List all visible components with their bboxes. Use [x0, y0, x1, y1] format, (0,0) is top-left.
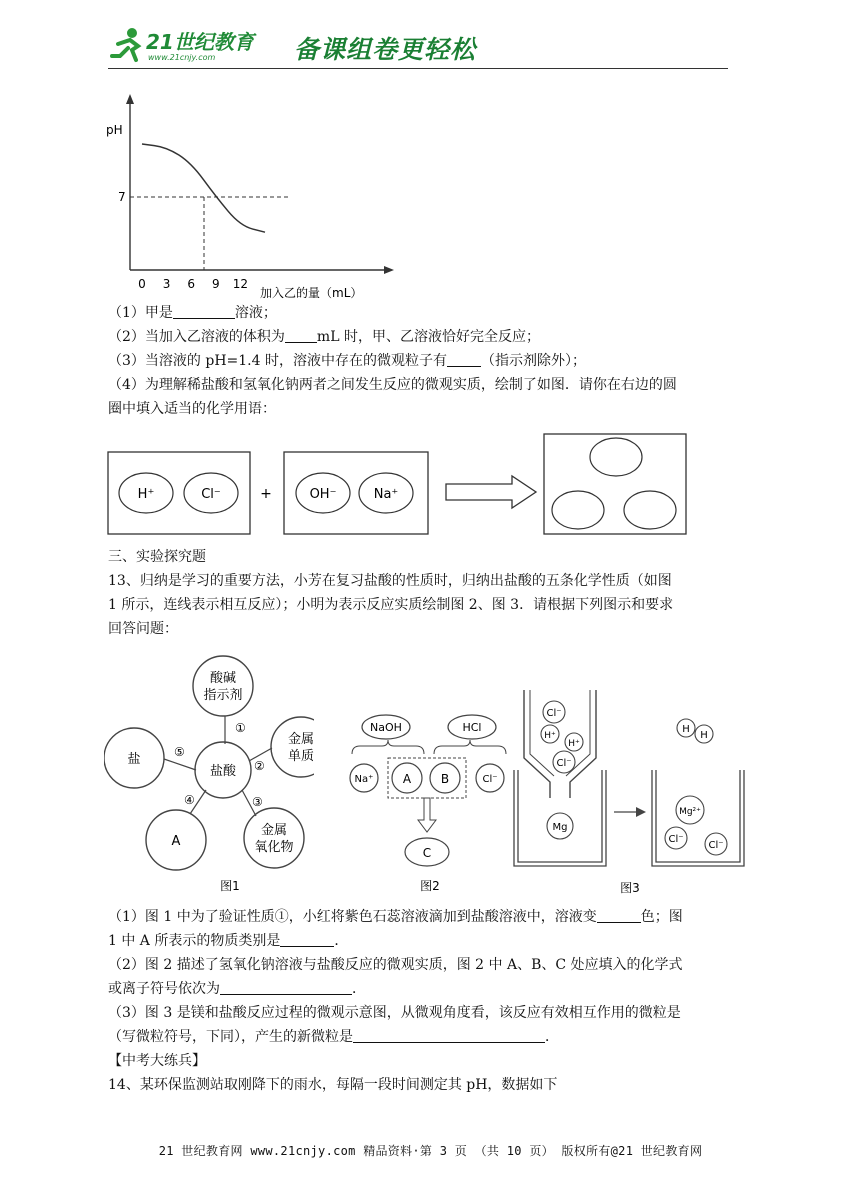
- c-label: C: [422, 846, 432, 860]
- q13-part2-line1: （2）图 2 描述了氢氧化钠溶液与盐酸反应的微观实质，图 2 中 A、B、C 处应填入的化学式: [108, 957, 683, 973]
- node-indicator-label: 指示剂: [203, 688, 243, 703]
- figure-3: [510, 690, 750, 896]
- naoh-bracket: [352, 740, 424, 754]
- cl-ion-label: Cl⁻: [546, 708, 562, 719]
- ph-chart: [100, 92, 400, 304]
- q13-part3-line2: （写微粒符号，下同），产生的新微粒是 ．: [108, 1029, 559, 1045]
- reaction-arrow-icon: [446, 476, 536, 508]
- answer-blank[interactable]: [173, 304, 235, 319]
- property-number: ③: [252, 795, 263, 809]
- oh-ion-label: OH⁻: [309, 487, 337, 502]
- x-label: 加入乙的量（mL）: [260, 286, 363, 300]
- product-box: [544, 434, 686, 534]
- hcl-label: HCl: [462, 721, 482, 734]
- product-circle-left[interactable]: [552, 491, 604, 529]
- beaker-left: [514, 770, 606, 866]
- property-number: ①: [235, 721, 246, 735]
- practice-title: 【中考大练兵】: [108, 1053, 206, 1069]
- base-box: [284, 452, 428, 534]
- cl-ion-label: Cl⁻: [201, 487, 221, 502]
- property-number: ④: [184, 793, 195, 807]
- product-circle-right[interactable]: [624, 491, 676, 529]
- figure-3-caption: 图3: [620, 881, 640, 895]
- dropper-tube: [524, 690, 596, 798]
- b-label: B: [440, 772, 450, 786]
- cl-ion-label: Cl⁻: [668, 834, 684, 845]
- q12-part1: （1）甲是 溶液；: [108, 305, 277, 321]
- x-tick-label: 3: [162, 277, 171, 291]
- q12-part4-line2: 圈中填入适当的化学用语：: [108, 401, 276, 417]
- figure-2-caption: 图2: [420, 879, 440, 893]
- h-ion-label: H⁺: [544, 731, 556, 741]
- cl-ion-label: Cl⁻: [482, 774, 498, 785]
- node-metal-label: 金属: [287, 732, 314, 747]
- header-divider: [108, 68, 728, 69]
- q13-line1: 13、归纳是学习的重要方法，小芳在复习盐酸的性质时，归纳出盐酸的五条化学性质（如图: [108, 573, 672, 589]
- h-atom-label: H: [682, 724, 690, 735]
- y-label: pH: [106, 123, 123, 137]
- q12-part2: （2）当加入乙溶液的体积为 mL 时，甲、乙溶液恰好完全反应；: [108, 329, 540, 345]
- mg-label: Mg: [552, 822, 568, 833]
- na-ion-label: Na⁺: [373, 487, 399, 502]
- y-tick-7: 7: [118, 190, 126, 204]
- answer-blank[interactable]: [353, 1028, 545, 1043]
- property-number: ⑤: [174, 745, 185, 759]
- header: [108, 22, 728, 72]
- q13-line3: 回答问题：: [108, 621, 178, 637]
- reaction-dashed-box: [388, 758, 466, 798]
- answer-blank[interactable]: [447, 352, 481, 367]
- answer-blank[interactable]: [285, 328, 317, 343]
- figure-1: [104, 648, 314, 896]
- plus-sign: +: [260, 486, 272, 502]
- slogan: 备课组卷更轻松: [294, 35, 477, 64]
- node-metal-oxide-label: 氧化物: [254, 840, 294, 855]
- h-atom-label: H: [700, 730, 708, 741]
- h-ion-label: H⁺: [137, 487, 155, 502]
- x-tick-label: 6: [187, 277, 196, 291]
- q13-part3-line1: （3）图 3 是镁和盐酸反应过程的微观示意图，从微观角度看，该反应有效相互作用的微粒是: [108, 1005, 681, 1021]
- cl-ion-label: Cl⁻: [556, 758, 572, 769]
- product-circle-top[interactable]: [590, 438, 642, 476]
- down-arrow-icon: [418, 798, 436, 832]
- q13-line2: 1 所示，连线表示相互反应）；小明为表示反应实质绘制图 2、图 3．请根据下列图示和要求: [108, 597, 674, 613]
- answer-blank[interactable]: [220, 980, 352, 995]
- runner-logo-icon: [110, 26, 146, 66]
- property-number: ②: [254, 759, 265, 773]
- node-hcl-label: 盐酸: [209, 764, 237, 779]
- acid-box: [108, 452, 250, 534]
- answer-blank[interactable]: [280, 932, 334, 947]
- q12-part4-line1: （4）为理解稀盐酸和氢氧化钠两者之间发生反应的微观实质，绘制了如图．请你在右边的圆: [108, 377, 677, 393]
- right-arrow-icon: [636, 807, 646, 817]
- answer-blank[interactable]: [597, 908, 641, 923]
- q12-part3: （3）当溶液的 pH=1.4 时，溶液中存在的微观粒子有 （指示剂除外）；: [108, 353, 586, 369]
- naoh-label: NaOH: [370, 721, 402, 734]
- logo-main: 21世纪教育: [146, 30, 254, 54]
- node-salt-label: 盐: [127, 752, 141, 767]
- logo-url: www.21cnjy.com: [148, 53, 216, 62]
- x-tick-label: 0: [138, 277, 146, 291]
- q13-part1-line1: （1）图 1 中为了验证性质①，小红将紫色石蕊溶液滴加到盐酸溶液中，溶液变 色；图: [108, 909, 683, 925]
- q14-text: 14、某环保监测站取刚降下的雨水，每隔一段时间测定其 pH，数据如下: [108, 1077, 558, 1093]
- link-line: [164, 759, 196, 770]
- a-label: A: [402, 772, 412, 786]
- node-a-label: A: [171, 834, 181, 849]
- node-metal: [271, 717, 314, 777]
- figure-1-caption: 图1: [220, 879, 240, 893]
- beaker-right: [652, 770, 744, 866]
- x-axis-arrow-icon: [384, 266, 394, 274]
- na-ion-label: Na⁺: [354, 774, 374, 785]
- q13-part1-line2: 1 中 A 所表示的物质类别是 ．: [108, 933, 349, 949]
- node-indicator-label: 酸碱: [209, 671, 237, 686]
- hcl-bracket: [434, 740, 506, 754]
- h-ion-label: H⁺: [568, 739, 580, 749]
- x-tick-label: 9: [211, 277, 220, 291]
- figure-2: [344, 712, 514, 894]
- node-metal-oxide: [244, 808, 304, 868]
- y-axis-arrow-icon: [126, 94, 134, 104]
- footer: 21 世纪教育网 www.21cnjy.com 精品资料·第 3 页 （共 10 页） 版权所有@21 世纪教育网: [158, 1144, 703, 1158]
- x-tick-label: 12: [232, 277, 249, 291]
- q13-part2-line2: 或离子符号依次为 ．: [108, 981, 366, 997]
- cl-ion-label: Cl⁻: [708, 840, 724, 851]
- section-title: 三、实验探究题: [108, 549, 206, 565]
- node-metal-label: 单质: [287, 749, 314, 764]
- ion-reaction-figure: [104, 430, 694, 540]
- node-indicator: [193, 656, 253, 716]
- node-metal-oxide-label: 金属: [260, 823, 288, 838]
- mg-ion-label: Mg²⁺: [679, 807, 701, 817]
